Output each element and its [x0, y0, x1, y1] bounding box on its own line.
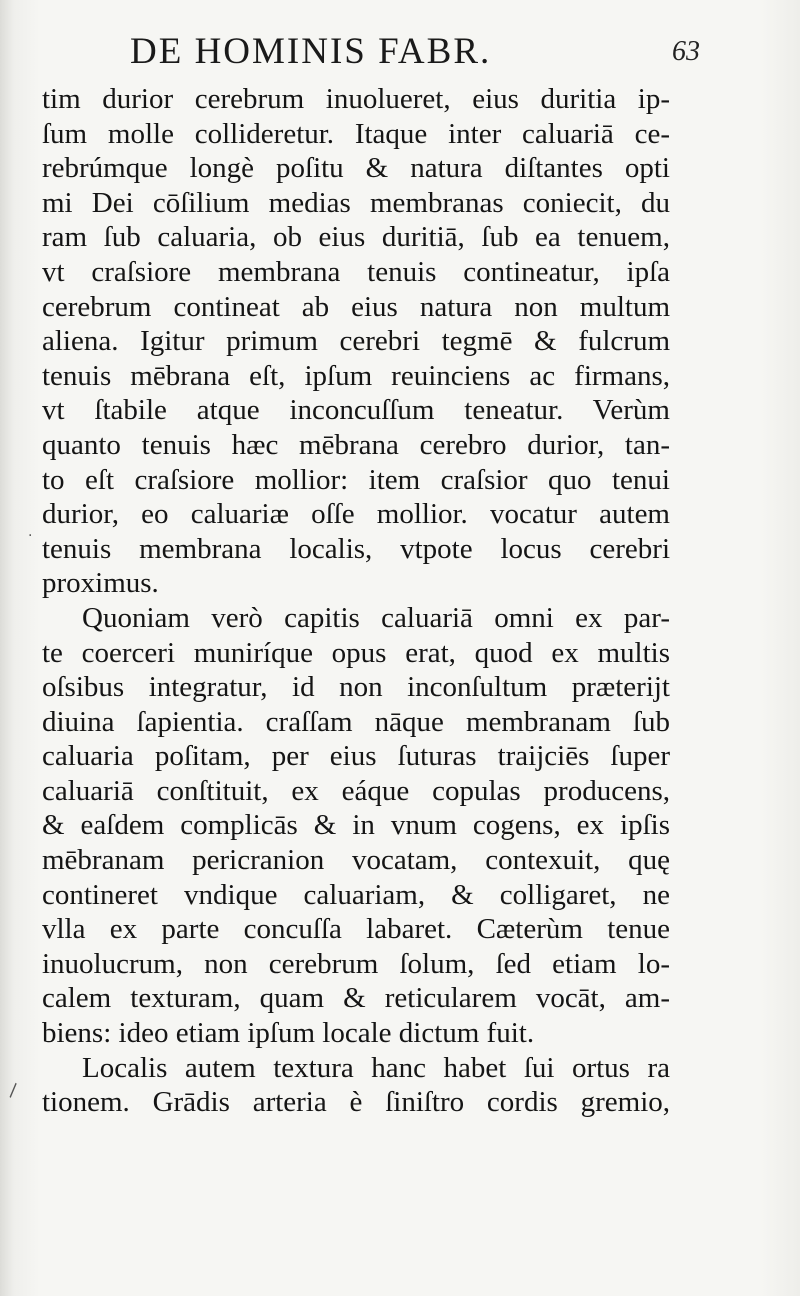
- text-line: proximus.: [42, 567, 159, 600]
- text-line: tenuis membrana localis, vtpote locus cerebri: [42, 532, 670, 565]
- text-line: Quoniam verò capitis caluariā omni ex par-: [82, 601, 670, 634]
- text-line: ram ſub caluaria, ob eius duritiā, ſub ea tenuem,: [42, 221, 670, 254]
- text-line: te coerceri muniríque opus erat, quod ex multis: [42, 636, 670, 669]
- page-header: [60, 26, 700, 78]
- text-line: rebrúmque longè poſitu & natura diſtantes opti: [42, 152, 670, 185]
- text-line: & eaſdem complicās & in vnum cogens, ex ipſis: [42, 809, 670, 842]
- text-line: caluariā conſtituit, ex eáque copulas producens,: [42, 774, 670, 807]
- text-line: quanto tenuis hæc mēbrana cerebro durior, tan-: [42, 428, 670, 461]
- margin-speck: \: [3, 1080, 23, 1101]
- text-line: contineret vndique caluariam, & colligaret, ne: [42, 878, 670, 911]
- text-line: durior, eo caluariæ oſſe mollior. vocatur autem: [42, 498, 670, 531]
- text-line: mēbranam pericranion vocatam, contexuit, quę: [42, 844, 670, 877]
- text-line: caluaria poſitam, per eius ſuturas traijciēs ſuper: [42, 740, 670, 773]
- page-number: 63: [672, 36, 700, 67]
- text-line: biens: ideo etiam ipſum locale dictum fuit.: [42, 1017, 535, 1050]
- text-line: vt ſtabile atque inconcuſſum teneatur. Verùm: [42, 394, 670, 427]
- text-line: diuina ſapientia. craſſam nāque membranam ſub: [42, 705, 670, 738]
- text-line: to eſt craſsiore mollior: item craſsior quo tenui: [42, 463, 670, 496]
- text-line: vt craſsiore membrana tenuis contineatur, ipſa: [42, 255, 670, 288]
- margin-speck: ·: [28, 528, 33, 544]
- text-line: oſsibus integratur, id non inconſultum præterijt: [42, 671, 670, 704]
- text-line: inuolucrum, non cerebrum ſolum, ſed etiam lo-: [42, 947, 670, 980]
- text-line: mi Dei cōſilium medias membranas coniecit, du: [42, 186, 670, 219]
- text-line: tionem. Grādis arteria è ſiniſtro cordis gremio,: [42, 1086, 670, 1119]
- body-text: [42, 82, 670, 1120]
- text-line: tim durior cerebrum inuolueret, eius duritia ip-: [42, 83, 670, 115]
- text-line: vlla ex parte concuſſa labaret. Cæterùm tenue: [42, 913, 670, 946]
- running-title: DE HOMINIS FABR.: [130, 31, 492, 72]
- text-line: Localis autem textura hanc habet ſui ortus ra: [82, 1051, 670, 1084]
- text-line: tenuis mēbrana eſt, ipſum reuinciens ac firmans,: [42, 359, 670, 392]
- text-line: ſum molle collideretur. Itaque inter caluariā ce-: [42, 117, 670, 150]
- text-line: aliena. Igitur primum cerebri tegmē & fulcrum: [42, 325, 670, 358]
- text-line: calem texturam, quam & reticularem vocāt, am-: [42, 982, 670, 1015]
- text-line: cerebrum contineat ab eius natura non multum: [42, 290, 670, 323]
